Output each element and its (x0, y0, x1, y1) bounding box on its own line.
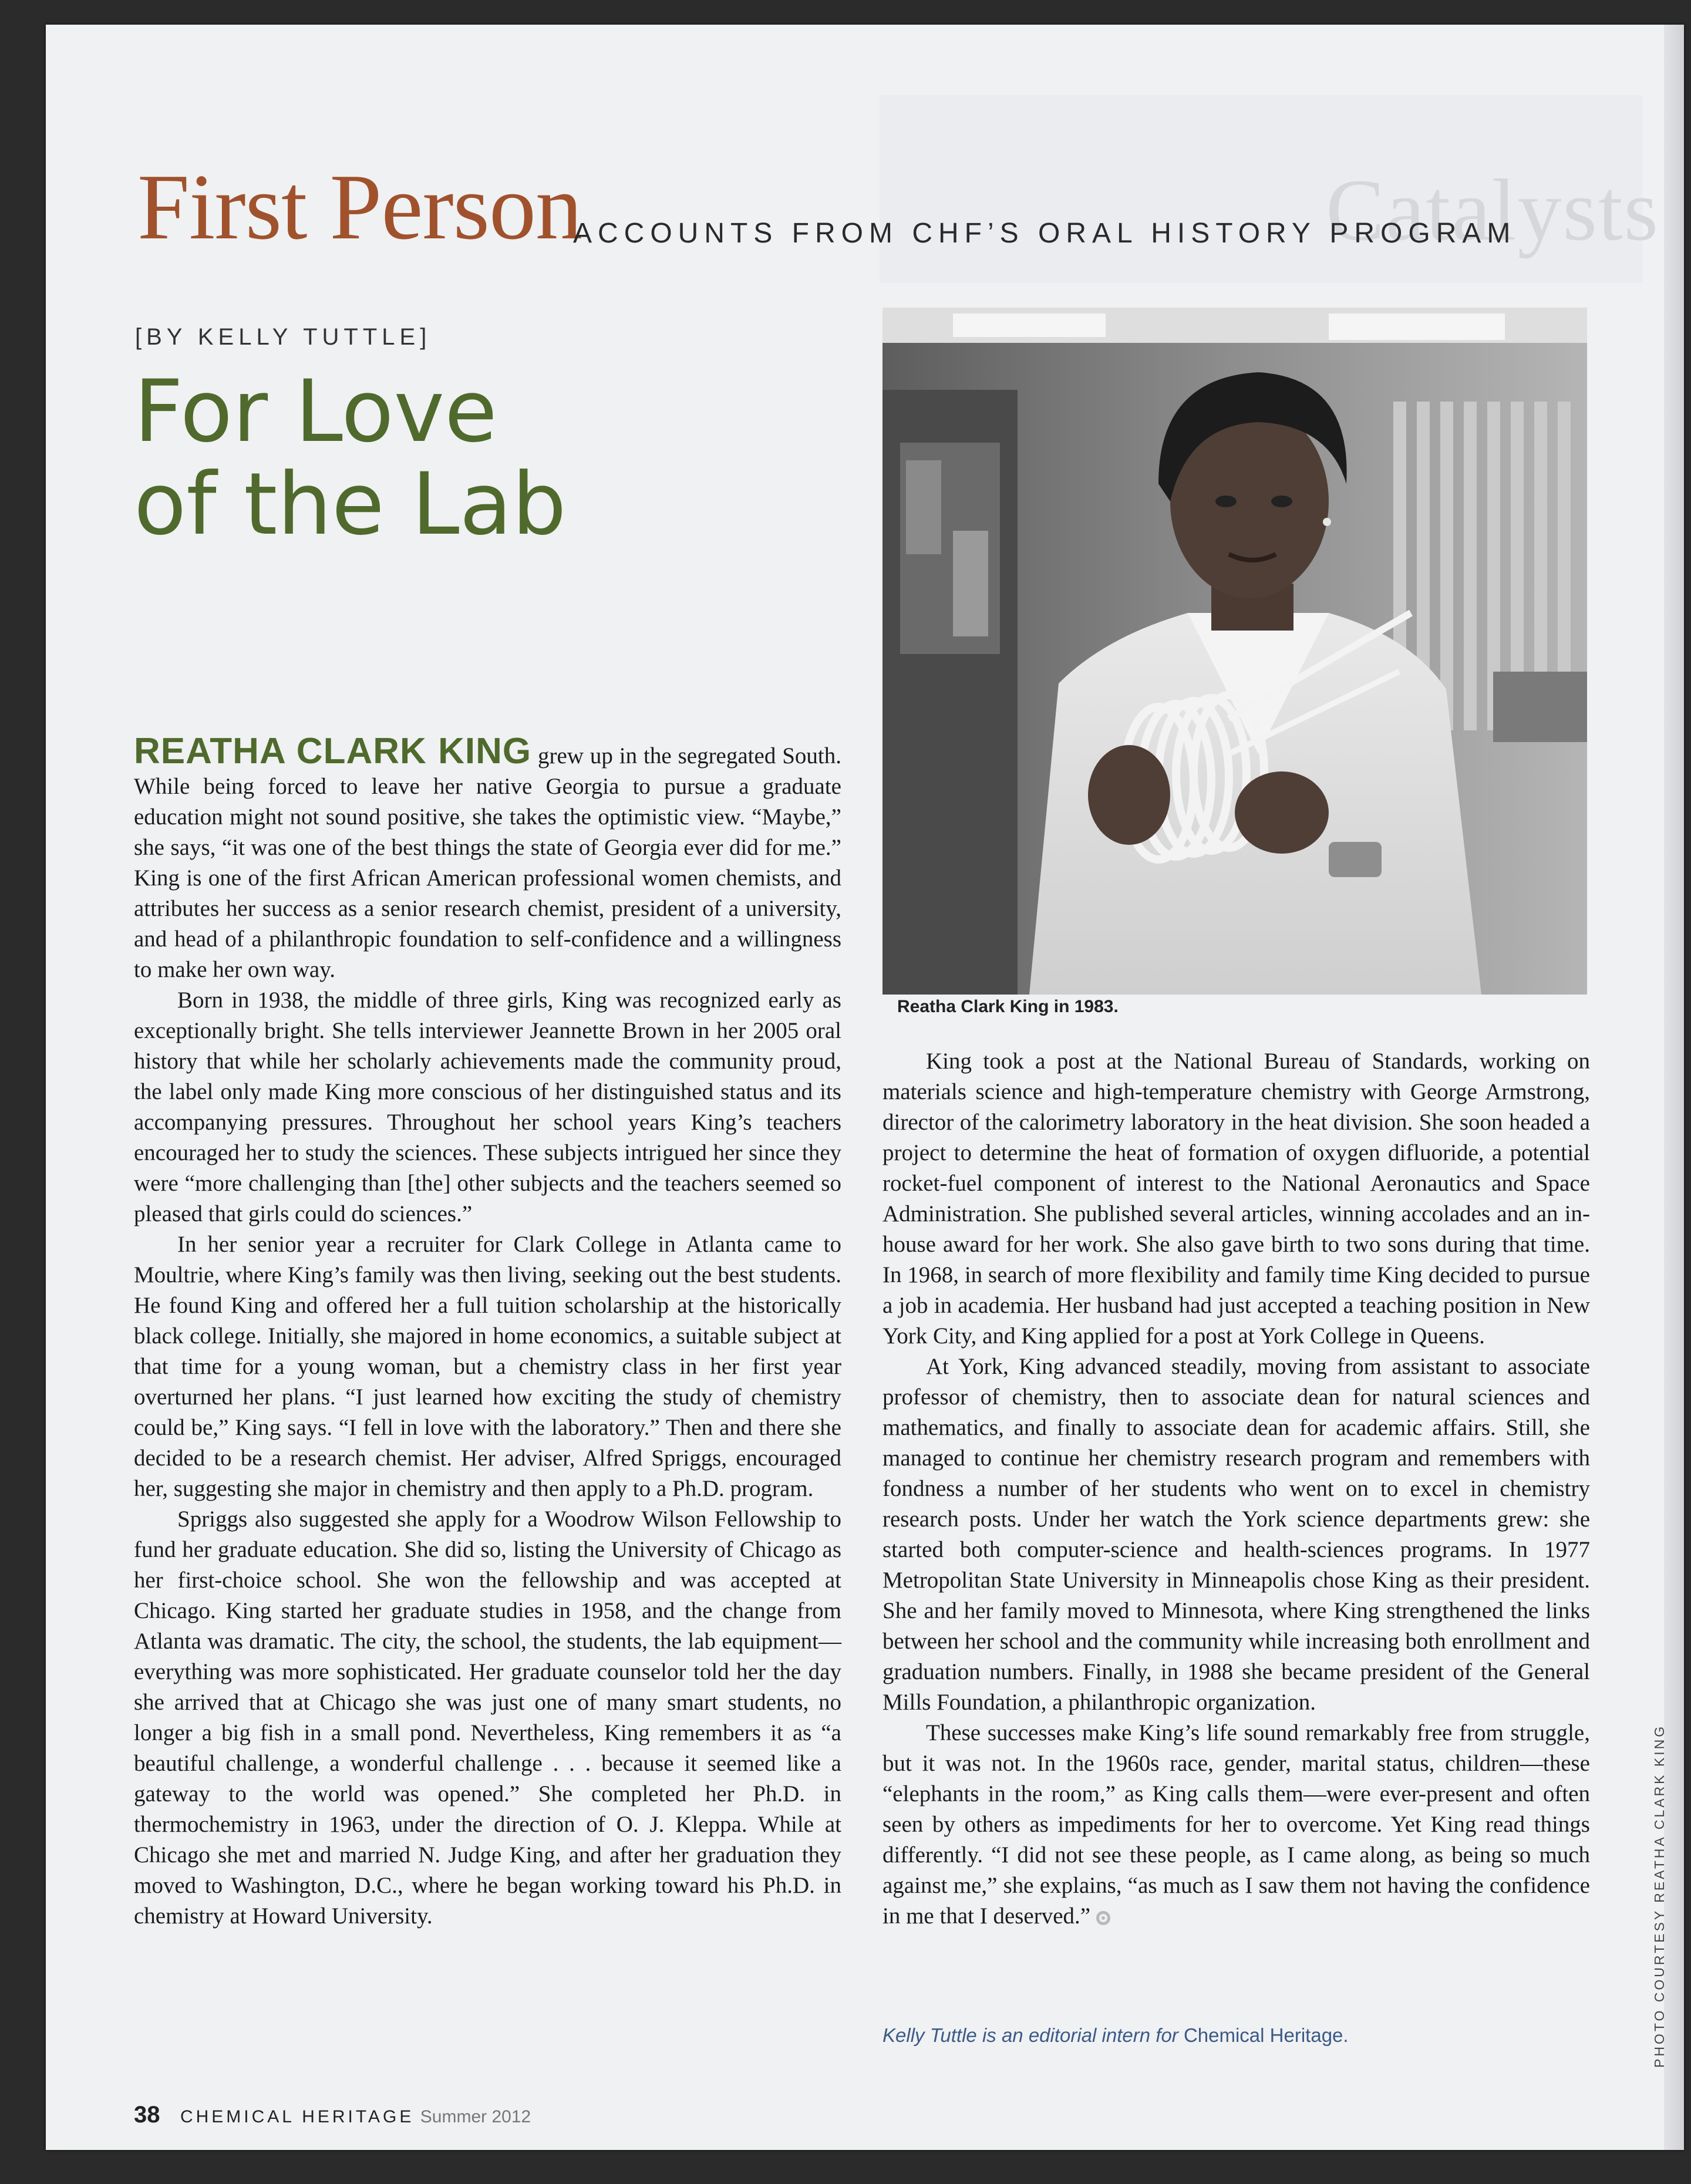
paragraph: At York, King advanced steadily, moving from assistant to associate professor of chemistry, then to associate dean for natural sciences and mathematics, and finally to associate dean for academic affairs. Still, she managed to continue her chemistry research program and remembers with fondness a number of her students who went on to excel in chemistry research posts. Under her watch the York science departments grew: she started both computer-science and health-sciences programs. In 1977 Metropolitan State University in Minneapolis chose King as their president. She and her family moved to Minnesota, where King strengthened the links between her school and the community while increasing both enrollment and graduation numbers. Finally, in 1988 she became president of the General Mills Foundation, a philanthropic organization. (882, 1354, 1590, 1715)
photo-illustration (882, 308, 1587, 995)
paragraph: Spriggs also suggested she apply for a Woodrow Wilson Fellowship to fund her graduate education. She did so, listing the University of Chicago as her first-choice school. She won the fellowship and was accepted at Chicago. King started her graduate studies in 1958, and the change from Atlanta was dramatic. The city, the school, the students, the lab equipment—everything was more sophisticated. Her graduate counselor told her the day she arrived that at Chicago she was just one of many smart students, no longer a big fish in a small pond. Nevertheless, King remembers it as “a beautiful challenge, a wonderful challenge . . . because it seemed like a gateway to the world was opened.” She completed her Ph.D. in thermochemistry in 1963, under the direction of O. J. Kleppa. While at Chicago she met and married N. Judge King, and after her graduation they moved to Washington, D.C., where he began working toward his Ph.D. in chemistry at Howard University. (134, 1506, 841, 1929)
tagline-text: Kelly Tuttle is an editorial intern for (882, 2024, 1184, 2046)
photo-caption: Reatha Clark King in 1983. (897, 997, 1119, 1016)
tagline-publication: Chemical Heritage. (1183, 2024, 1349, 2046)
section-title: First Person (137, 154, 582, 259)
paragraph (882, 1718, 1590, 1932)
photo-credit: PHOTO COURTESY REATHA CLARK KING (1652, 1724, 1667, 2068)
lead-in: REATHA CLARK KING (134, 731, 532, 771)
section-subtitle: ACCOUNTS FROM CHF’S ORAL HISTORY PROGRAM (573, 218, 1517, 249)
issue-date: Summer 2012 (420, 2107, 531, 2126)
byline: [BY KELLY TUTTLE] (135, 324, 432, 350)
page-footer (134, 2102, 531, 2128)
paragraph-text: These successes make King’s life sound remarkably free from struggle, but it was not. In the 1960s race, gender, marital status, children—these “elephants in the room,” as King calls them—were ever-present and often seen by others as impediments for her to overcome. Yet King read things differently. “I did not see these people, as I came along, as being so much against me,” she explains, “as much as I saw them not having the confidence in me that I deserved.” (882, 1720, 1590, 1929)
bleed-through-word: Catalysts (1326, 161, 1659, 259)
paragraph-text: grew up in the segregated South. While being forced to leave her native Georgia to pursue a graduate education might not sound positive, she takes the optimistic view. “Maybe,” she says, “it was one of the best things the state of Georgia ever did for me.” King is one of the first African American professional women chemists, and attributes her success as a senior research chemist, president of a university, and head of a philanthropic foundation to self-confidence and a willingness to make her own way. (134, 743, 841, 982)
paragraph: King took a post at the National Bureau of Standards, working on materials science and high-temperature chemistry with George Armstrong, director of the calorimetry laboratory in the heat division. She soon headed a project to determine the heat of formation of oxygen difluoride, a potential rocket-fuel component of interest to the National Aeronautics and Space Administration. She published several articles, winning accolades and an in-house award for her work. She also gave birth to two sons during that time. In 1968, in search of more flexibility and family time King decided to pursue a job in academia. Her husband had just accepted a teaching position in New York City, and King applied for a post at York College in Queens. (882, 1049, 1590, 1349)
paragraph (134, 731, 841, 985)
page-number: 38 (134, 2102, 160, 2128)
paragraph: Born in 1938, the middle of three girls, King was recognized early as exceptionally bright. She tells interviewer Jeannette Brown in her 2005 oral history that while her scholarly achievements made the community proud, the label only made King more conscious of her distinguished status and its accompanying pressures. Throughout her school years King’s teachers encouraged her to study the sciences. These subjects intrigued her since they were “more challenging than [the] other subjects and the teachers seemed so pleased that girls could do sciences.” (134, 987, 841, 1226)
author-tagline (882, 2024, 1590, 2047)
end-mark-icon (1096, 1911, 1110, 1925)
magazine-name: CHEMICAL HERITAGE (180, 2107, 415, 2126)
article-column-left (134, 731, 841, 1932)
article-headline (134, 362, 838, 554)
paragraph: In her senior year a recruiter for Clark College in Atlanta came to Moultrie, where King’s family was then living, seeking out the best students. He found King and offered her a full tuition scholarship at the historically black college. Initially, she majored in home economics, a suitable subject at that time for a young woman, but a chemistry class in her first year overturned her plans. “I just learned how exciting the study of chemistry could be,” King says. “I fell in love with the laboratory.” Then and there she decided to be a research chemist. Her adviser, Alfred Spriggs, encouraged her, suggesting she major in chemistry and then apply to a Ph.D. program. (134, 1232, 841, 1501)
lab-photo (882, 308, 1587, 995)
article-column-right (882, 1046, 1590, 1932)
headline-line-2: of the Lab (134, 454, 567, 554)
magazine-page (46, 25, 1684, 2150)
headline-line-1: For Love (134, 362, 497, 461)
